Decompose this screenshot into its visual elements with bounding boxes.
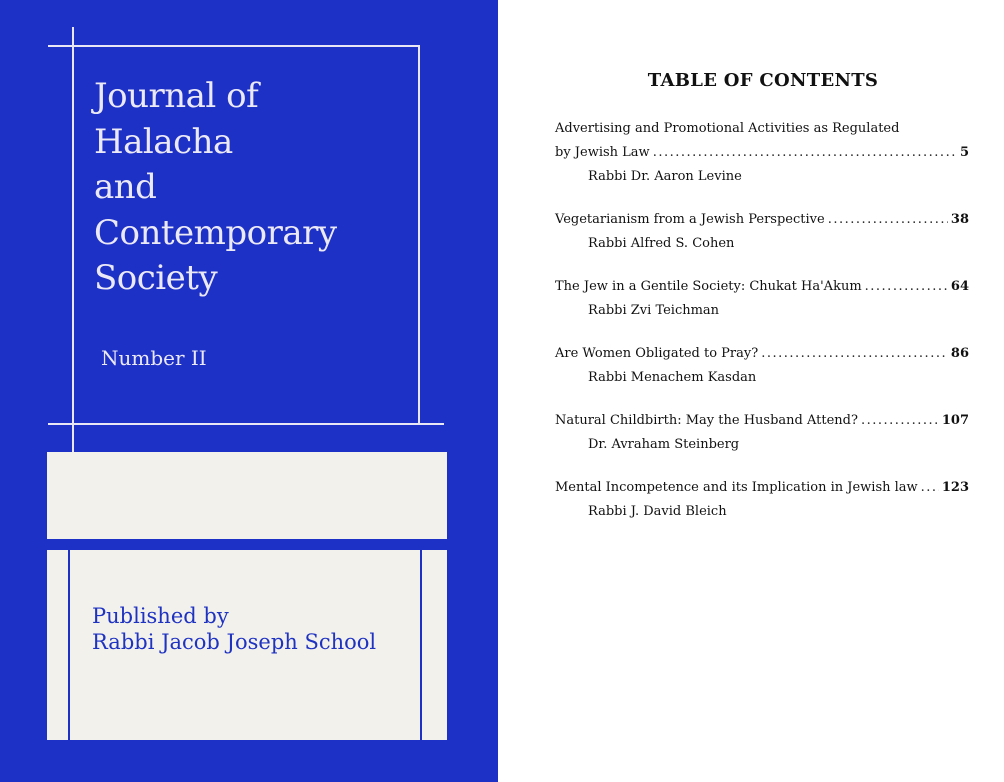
toc-entry-title: Are Women Obligated to Pray? (555, 346, 759, 361)
publisher-credit (92, 603, 376, 655)
toc-entry-line (555, 141, 969, 165)
toc-list (555, 117, 969, 543)
dot-leader (861, 409, 939, 433)
cover-title-line: Society (94, 258, 218, 298)
cover-title-line: and (94, 167, 157, 207)
dot-leader (921, 476, 939, 500)
toc-entry-title: Vegetarianism from a Jewish Perspective (555, 212, 825, 227)
toc-entry-author: Rabbi Alfred S. Cohen (588, 236, 735, 251)
journal-cover (0, 0, 498, 782)
toc-entry-page: 107 (941, 413, 969, 428)
toc-entry-page: 38 (950, 212, 969, 227)
issue-number: Number II (101, 346, 207, 370)
toc-entry (555, 275, 969, 323)
band-line-left (68, 544, 70, 740)
toc-entry-title-line1: Advertising and Promotional Activities as Regulated (555, 121, 900, 136)
toc-entry-author: Dr. Avraham Steinberg (588, 437, 740, 452)
frame-line-right (418, 45, 420, 425)
toc-entry-line (555, 208, 969, 232)
toc-entry-line (555, 275, 969, 299)
toc-entry (555, 208, 969, 256)
frame-line-top (48, 45, 420, 47)
toc-entry-author: Rabbi Zvi Teichman (588, 303, 720, 318)
cover-band-top (47, 452, 447, 539)
toc-entry (555, 117, 969, 189)
toc-entry-page: 5 (959, 145, 969, 160)
toc-entry-title: Natural Childbirth: May the Husband Attend? (555, 413, 858, 428)
publisher-line: Published by (92, 604, 229, 628)
toc-heading: TABLE OF CONTENTS (647, 70, 879, 91)
cover-title (94, 74, 337, 302)
toc-entry-page: 86 (950, 346, 969, 361)
publisher-line: Rabbi Jacob Joseph School (92, 630, 377, 654)
dot-leader (865, 275, 948, 299)
frame-line-left (72, 27, 74, 464)
toc-entry-title: Mental Incompetence and its Implication in Jewish law (555, 480, 918, 495)
dot-leader (653, 141, 957, 165)
toc-entry-page: 123 (941, 480, 969, 495)
toc-entry (555, 409, 969, 457)
toc-entry-title: by Jewish Law (555, 145, 650, 160)
dot-leader (761, 342, 948, 366)
cover-title-line: Contemporary (94, 212, 337, 253)
toc-entry-line (555, 342, 969, 366)
frame-line-bottom (48, 423, 444, 425)
toc-entry-title: The Jew in a Gentile Society: Chukat Ha'Akum (555, 279, 862, 294)
cover-title-line: Halacha (94, 121, 233, 162)
toc-entry-line (555, 409, 969, 433)
cover-title-line: Journal of (94, 76, 259, 116)
toc-entry-author: Rabbi Dr. Aaron Levine (588, 169, 742, 184)
toc-entry-line (555, 476, 969, 500)
band-line-right (420, 544, 422, 740)
toc-entry (555, 342, 969, 390)
toc-entry-author: Rabbi J. David Bleich (588, 504, 727, 519)
toc-entry (555, 476, 969, 524)
toc-entry-page: 64 (950, 279, 969, 294)
band-divider-line (47, 544, 447, 546)
toc-entry-author: Rabbi Menachem Kasdan (588, 370, 757, 385)
dot-leader (828, 208, 948, 232)
table-of-contents-page (498, 0, 1004, 782)
